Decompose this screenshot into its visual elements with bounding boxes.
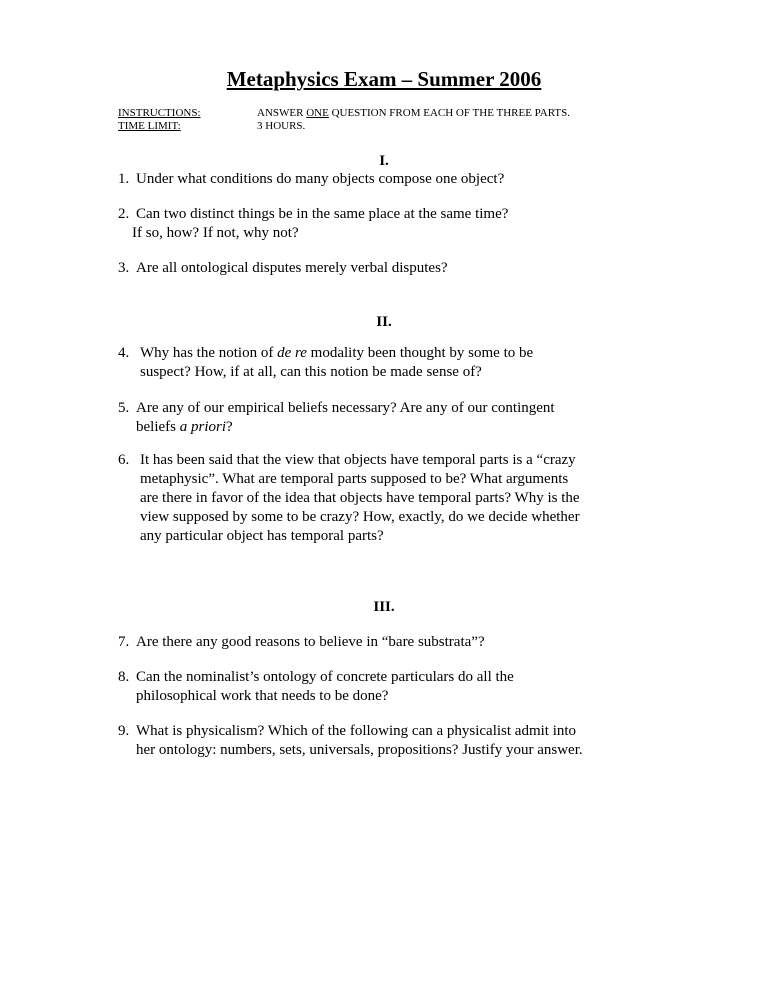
- question-text: philosophical work that needs to be done?: [136, 688, 389, 704]
- instructions-labels: [118, 107, 201, 133]
- question-5: [118, 399, 618, 437]
- question-text: Are there any good reasons to believe in “bare substrata”?: [136, 634, 485, 650]
- part-heading-1: I.: [379, 153, 389, 169]
- question-number: 3.: [118, 260, 130, 276]
- question-text: suspect? How, if at all, can this notion be made sense of?: [140, 364, 482, 380]
- question-number: 6.: [118, 452, 130, 468]
- instructions-values: [257, 107, 570, 133]
- question-3: [118, 259, 618, 278]
- question-6: [118, 451, 618, 546]
- question-number: 1.: [118, 171, 130, 187]
- question-text: metaphysic”. What are temporal parts supposed to be? What arguments: [140, 471, 569, 487]
- time-limit-value: 3 HOURS.: [257, 120, 306, 132]
- question-number: 7.: [118, 634, 130, 650]
- question-text: any particular object has temporal parts?: [140, 528, 384, 544]
- emphasis: de re: [277, 345, 307, 361]
- question-text: Can two distinct things be in the same place at the same time?: [136, 206, 509, 222]
- question-number: 9.: [118, 723, 130, 739]
- part-heading-3: III.: [373, 599, 395, 615]
- time-limit-label: TIME LIMIT:: [118, 120, 181, 132]
- question-text: view supposed by some to be crazy? How, exactly, do we decide whether: [140, 509, 580, 525]
- question-text: Under what conditions do many objects compose one object?: [136, 171, 505, 187]
- question-text: her ontology: numbers, sets, universals, propositions? Justify your answer.: [136, 742, 583, 758]
- instructions-label: INSTRUCTIONS:: [118, 107, 201, 119]
- question-number: 5.: [118, 400, 130, 416]
- question-1: [118, 170, 618, 189]
- question-7: [118, 633, 618, 652]
- question-text: If so, how? If not, why not?: [132, 225, 299, 241]
- question-text: Are any of our empirical beliefs necessary? Are any of our contingent: [136, 400, 555, 416]
- question-number: 8.: [118, 669, 130, 685]
- question-text: are there in favor of the idea that objects have temporal parts? Why is the: [140, 490, 580, 506]
- emphasis: a priori: [179, 419, 226, 435]
- instructions-text: ANSWER ONE QUESTION FROM EACH OF THE THREE PARTS.: [257, 107, 570, 119]
- question-8: [118, 668, 618, 706]
- question-text: beliefs a priori?: [136, 419, 233, 435]
- exam-title: Metaphysics Exam – Summer 2006: [226, 67, 542, 91]
- question-4: [118, 344, 618, 382]
- question-text: It has been said that the view that objects have temporal parts is a “crazy: [140, 452, 576, 468]
- question-9: [118, 722, 618, 760]
- question-2: [118, 205, 618, 243]
- instructions-emphasis: ONE: [306, 107, 329, 119]
- question-number: 2.: [118, 206, 130, 222]
- question-text: Are all ontological disputes merely verbal disputes?: [136, 260, 448, 276]
- part-heading-2: II.: [376, 314, 392, 330]
- question-number: 4.: [118, 345, 130, 361]
- question-text: What is physicalism? Which of the following can a physicalist admit into: [136, 723, 577, 739]
- question-text: Why has the notion of de re modality been thought by some to be: [140, 345, 534, 361]
- question-text: Can the nominalist’s ontology of concrete particulars do all the: [136, 669, 514, 685]
